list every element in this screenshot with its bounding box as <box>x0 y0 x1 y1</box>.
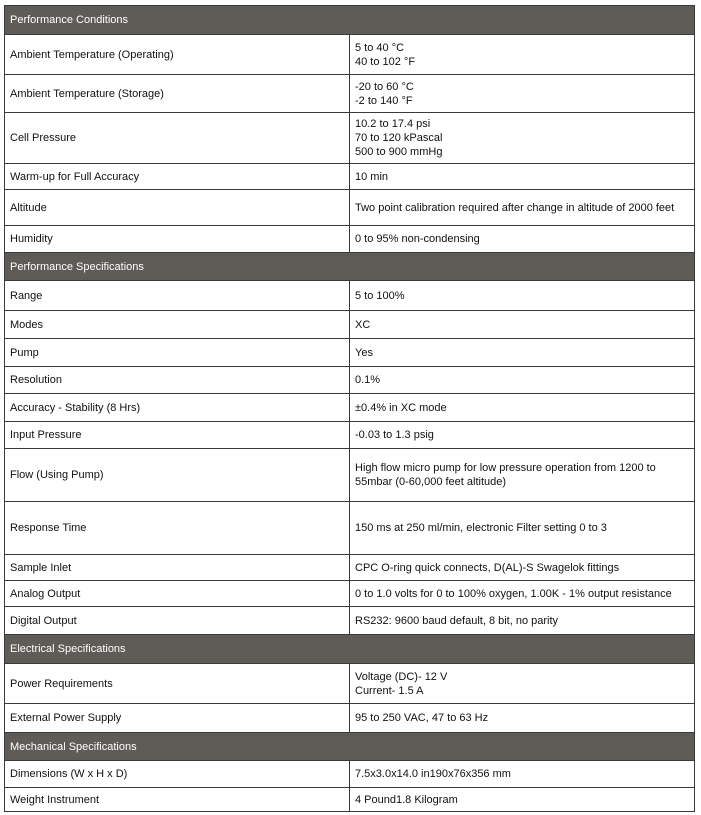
table-row <box>5 555 695 581</box>
spec-label: Dimensions (W x H x D) <box>5 761 350 788</box>
spec-value <box>350 422 695 449</box>
section-header-row <box>5 733 695 761</box>
specifications-table <box>4 5 695 812</box>
table-row <box>5 502 695 555</box>
spec-value <box>350 394 695 422</box>
table-row <box>5 164 695 190</box>
table-row <box>5 422 695 449</box>
table-row <box>5 339 695 367</box>
spec-value-line: 95 to 250 VAC, 47 to 63 Hz <box>355 712 489 724</box>
spec-label: Response Time <box>5 502 350 555</box>
spec-label: Resolution <box>5 367 350 394</box>
spec-label: Humidity <box>5 226 350 253</box>
spec-value-line: XC <box>355 318 371 331</box>
table-row <box>5 311 695 339</box>
spec-value-line: 0.1% <box>355 374 381 386</box>
spec-value <box>350 502 695 555</box>
section-header-row <box>5 253 695 281</box>
spec-value-line: Two point calibration required after change in altitude of 2000 feet <box>355 201 675 214</box>
spec-value-line: -2 to 140 °F <box>355 94 413 107</box>
spec-value-line: 70 to 120 kPascal <box>355 132 443 144</box>
table-row <box>5 607 695 635</box>
table-row <box>5 761 695 788</box>
spec-value <box>350 761 695 788</box>
spec-value-line: 40 to 102 °F <box>355 55 416 68</box>
spec-value <box>350 704 695 733</box>
table-row <box>5 190 695 226</box>
table-row <box>5 367 695 394</box>
spec-label: Accuracy - Stability (8 Hrs) <box>5 394 350 422</box>
spec-value-line: 5 to 100% <box>355 289 405 302</box>
section-title: Electrical Specifications <box>5 635 695 664</box>
spec-value-line: 5 to 40 °C <box>355 41 405 54</box>
spec-label: Sample Inlet <box>5 555 350 581</box>
spec-label: Modes <box>5 311 350 339</box>
spec-label: Warm-up for Full Accuracy <box>5 164 350 190</box>
spec-value-line: -0.03 to 1.3 psig <box>355 429 434 441</box>
spec-value <box>350 607 695 635</box>
table-row <box>5 449 695 502</box>
spec-label: External Power Supply <box>5 704 350 733</box>
spec-value-line: 150 ms at 250 ml/min, electronic Filter setting 0 to 3 <box>355 522 607 534</box>
spec-label: Altitude <box>5 190 350 226</box>
table-row <box>5 35 695 75</box>
spec-label: Flow (Using Pump) <box>5 449 350 502</box>
spec-value-line: 0 to 95% non-condensing <box>355 233 480 245</box>
spec-value <box>350 311 695 339</box>
section-title: Performance Conditions <box>5 6 695 35</box>
table-row <box>5 664 695 704</box>
table-row <box>5 226 695 253</box>
spec-value <box>350 226 695 253</box>
spec-label: Digital Output <box>5 607 350 635</box>
spec-value <box>350 664 695 704</box>
table-row <box>5 394 695 422</box>
section-title: Performance Specifications <box>5 253 695 281</box>
table-row <box>5 113 695 164</box>
spec-label: Ambient Temperature (Operating) <box>5 35 350 75</box>
section-header-row <box>5 635 695 664</box>
spec-value-line: 4 Pound1.8 Kilogram <box>355 793 458 806</box>
spec-value-line: 10.2 to 17.4 psi <box>355 118 431 130</box>
table-row <box>5 581 695 607</box>
table-row <box>5 75 695 113</box>
spec-label: Power Requirements <box>5 664 350 704</box>
spec-value <box>350 449 695 502</box>
spec-value <box>350 35 695 75</box>
spec-label: Ambient Temperature (Storage) <box>5 75 350 113</box>
spec-value-line: High flow micro pump for low pressure operation from 1200 to 55mbar (0-60,000 feet altitude) <box>355 462 656 488</box>
spec-value <box>350 339 695 367</box>
spec-value-line: 7.5x3.0x14.0 in190x76x356 mm <box>355 768 511 780</box>
spec-value <box>350 190 695 226</box>
spec-value-line: Voltage (DC)- 12 V <box>355 670 448 683</box>
spec-value <box>350 113 695 164</box>
specifications-table-body <box>5 6 695 812</box>
spec-value-line: Current- 1.5 A <box>355 684 424 697</box>
spec-label: Weight Instrument <box>5 788 350 812</box>
spec-value <box>350 581 695 607</box>
spec-value-line: RS232: 9600 baud default, 8 bit, no parity <box>355 614 559 627</box>
spec-value <box>350 788 695 812</box>
spec-value-line: Yes <box>355 346 373 359</box>
spec-label: Input Pressure <box>5 422 350 449</box>
spec-value <box>350 281 695 311</box>
spec-value <box>350 555 695 581</box>
spec-value-line: 10 min <box>355 170 389 183</box>
spec-value <box>350 367 695 394</box>
table-row <box>5 281 695 311</box>
spec-value-line: -20 to 60 °C <box>355 80 414 93</box>
spec-value <box>350 75 695 113</box>
table-row <box>5 704 695 733</box>
section-header-row <box>5 6 695 35</box>
spec-label: Cell Pressure <box>5 113 350 164</box>
spec-label: Pump <box>5 339 350 367</box>
spec-value-line: ±0.4% in XC mode <box>355 401 447 414</box>
spec-value-line: 0 to 1.0 volts for 0 to 100% oxygen, 1.00K - 1% output resistance <box>355 587 672 600</box>
table-row <box>5 788 695 812</box>
spec-value-line: 500 to 900 mmHg <box>355 146 443 158</box>
section-title: Mechanical Specifications <box>5 733 695 761</box>
spec-label: Range <box>5 281 350 311</box>
spec-label: Analog Output <box>5 581 350 607</box>
spec-value-line: CPC O-ring quick connects, D(AL)-S Swagelok fittings <box>355 561 620 574</box>
spec-value <box>350 164 695 190</box>
